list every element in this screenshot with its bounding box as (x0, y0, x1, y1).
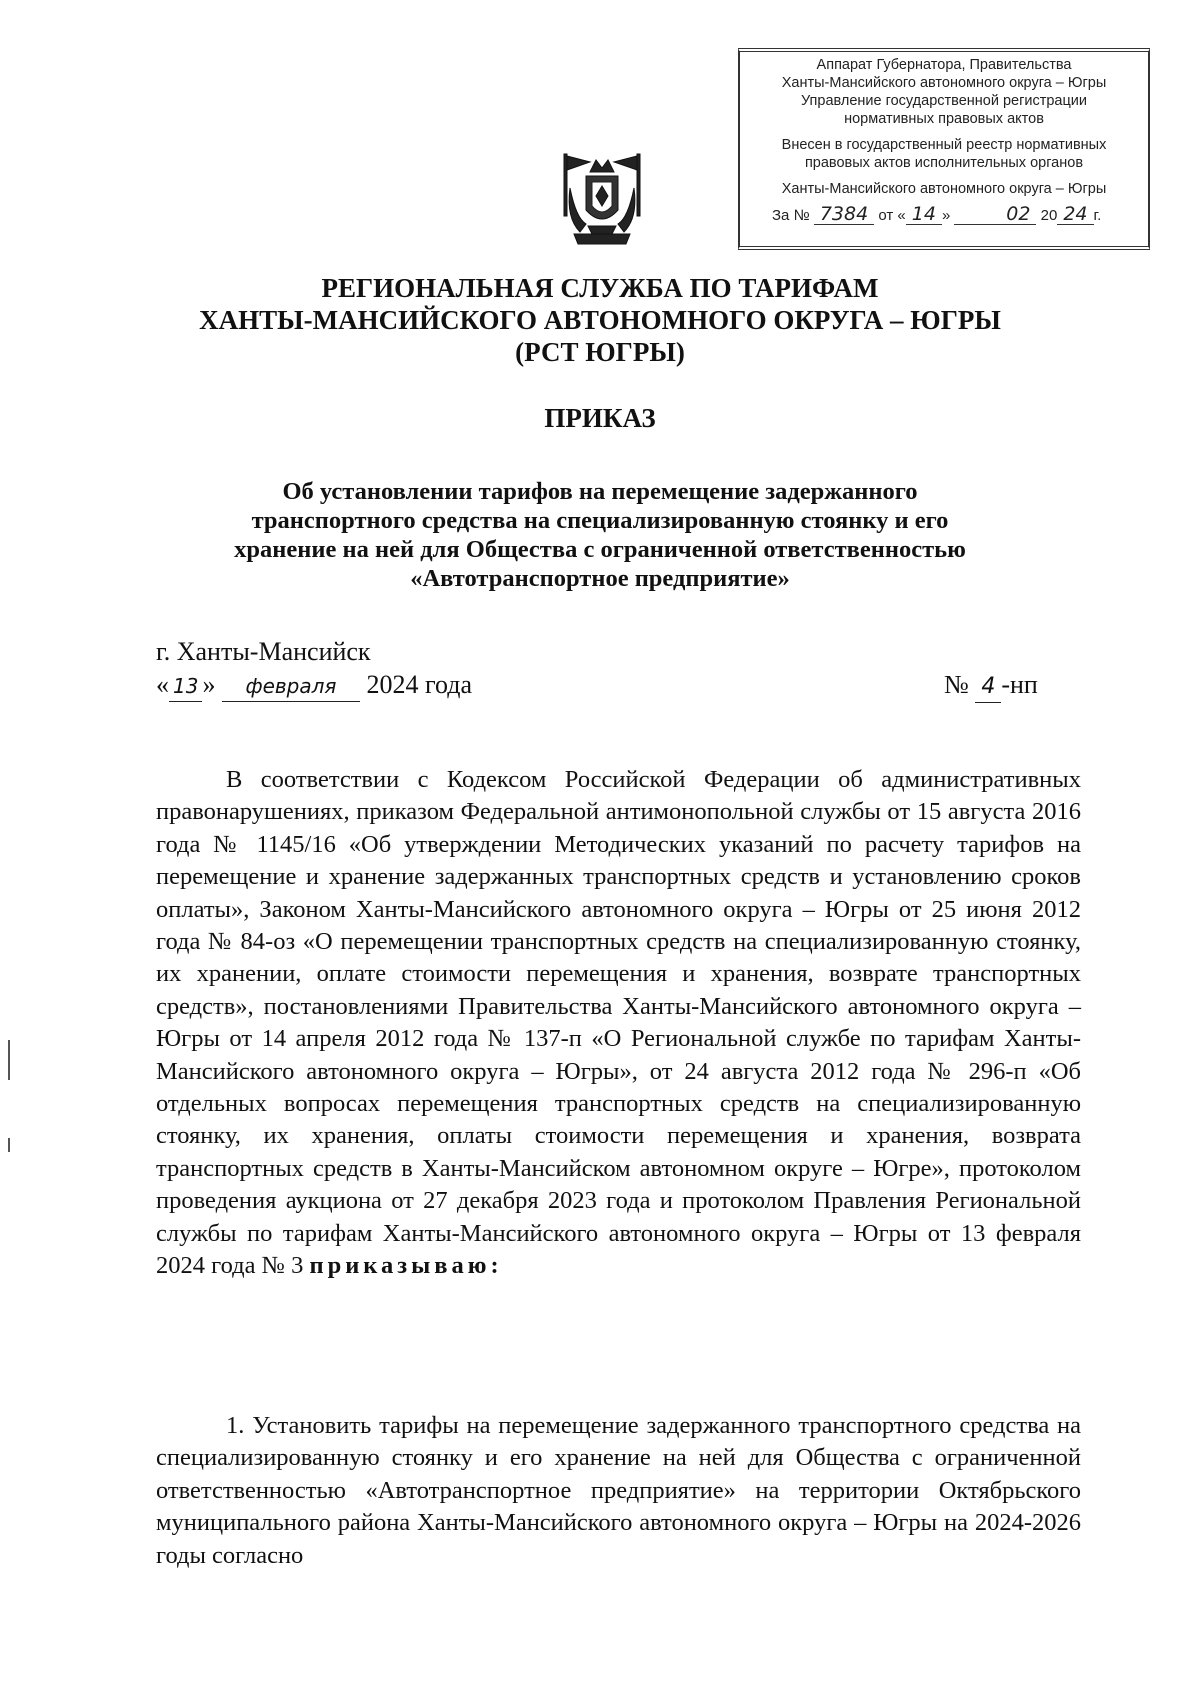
number-suffix: -нп (1001, 670, 1038, 699)
org-line-2: ХАНТЫ-МАНСИЙСКОГО АВТОНОМНОГО ОКРУГА – ЮГРЫ (199, 305, 1001, 335)
stamp-line-4: нормативных правовых актов (844, 111, 1044, 127)
date-day: 13 (169, 671, 202, 702)
org-line-1: РЕГИОНАЛЬНАЯ СЛУЖБА ПО ТАРИФАМ (321, 273, 879, 303)
stamp-reg-number: 7384 (814, 204, 874, 225)
order-word: приказываю (309, 1252, 491, 1280)
stamp-reg-month: 02 (954, 204, 1036, 225)
stamp-reg-year-prefix: 20 (1040, 207, 1058, 224)
date-year: 2024 года (366, 670, 472, 699)
clause-1-paragraph: 1. Установить тарифы на перемещение задержанного транспортного средства на специализированную стоянку и его хранение на ней для Общества с ограниченной ответственностью «Автотранспортное предприятие» на территории Октябрьского муниципального района Ханты-Мансийского автономного округа – Югры на 2024-2026 годы согласно (156, 1412, 1081, 1569)
subject-line-4: «Автотранспортное предприятие» (410, 565, 790, 592)
subject-line-2: транспортного средства на специализированную стоянку и его (251, 507, 949, 534)
scan-mark (8, 1138, 10, 1152)
subject-line-3: хранение на ней для Общества с ограниченной ответственностью (234, 536, 966, 563)
stamp-reg-from: от « (878, 207, 906, 224)
order-colon: : (490, 1252, 503, 1280)
coat-of-arms-icon (556, 148, 648, 250)
preamble-text: В соответствии с Кодексом Российской Федерации об административных правонарушениях, приказом Федеральной антимонопольной службы от 15 августа 2016 года № 1145/16 «Об утверждении Методических указаний по расчету тарифов на перемещение и хранение задержанных транспортных средств и установлению сроков оплаты», Законом Ханты-Мансийского автономного округа – Югры от 25 июня 2012 года № 84-оз «О перемещении транспортных средств на специализированную стоянку, их хранении, оплате стоимости перемещения и хранения, возврате транспортных средств», постановлениями Правительства Ханты-Мансийского автономного округа – Югры от 14 апреля 2012 года № 137-п «О Региональной службе по тарифам Ханты-Мансийского автономного округа – Югры», от 24 августа 2012 года № 296-п «Об отдельных вопросах перемещения транспортных средств на специализированную стоянку, их хранения, оплаты стоимости перемещения и хранения, возврата транспортных средств в Ханты-Мансийском автономном округе – Югре», протоколом проведения аукциона от 27 декабря 2023 года и протоколом Правления Региональной службы по тарифам Ханты-Мансийского автономного округа – Югры от 13 февраля 2024 года № 3 (156, 766, 1081, 1280)
stamp-line-5: Внесен в государственный реестр нормативных (781, 137, 1107, 153)
city: г. Ханты-Мансийск (156, 637, 371, 666)
document-number (944, 670, 1038, 703)
org-line-3: (РСТ ЮГРЫ) (515, 337, 685, 367)
stamp-registration-line (740, 204, 1148, 225)
stamp-line-6: правовых актов исполнительных органов (804, 155, 1084, 171)
document-date (156, 670, 472, 702)
registration-stamp (738, 48, 1150, 250)
date-close-quote: » (202, 670, 216, 699)
number-prefix: № (944, 670, 969, 699)
subject-line-1: Об установлении тарифов на перемещение задержанного (282, 478, 918, 505)
date-month: февраля (222, 671, 360, 702)
preamble-paragraph (156, 764, 1081, 1283)
scan-mark (8, 1040, 10, 1080)
stamp-reg-mid: » (941, 207, 951, 224)
stamp-reg-prefix: За № (772, 207, 810, 224)
document-type: ПРИКАЗ (544, 403, 656, 433)
stamp-line-3: Управление государственной регистрации (800, 93, 1088, 109)
organization-title (0, 272, 1200, 368)
stamp-line-2: Ханты-Мансийского автономного округа – Югры (781, 75, 1107, 91)
date-open-quote: « (156, 670, 169, 699)
stamp-reg-day: 14 (906, 204, 942, 225)
stamp-reg-year: 24 (1057, 204, 1093, 225)
stamp-line-1: Аппарат Губернатора, Правительства (816, 57, 1072, 73)
document-subject (0, 477, 1200, 593)
number-value: 4 (975, 672, 1001, 703)
stamp-line-7: Ханты-Мансийского автономного округа – Югры (781, 181, 1107, 197)
stamp-reg-suffix: г. (1093, 207, 1102, 224)
